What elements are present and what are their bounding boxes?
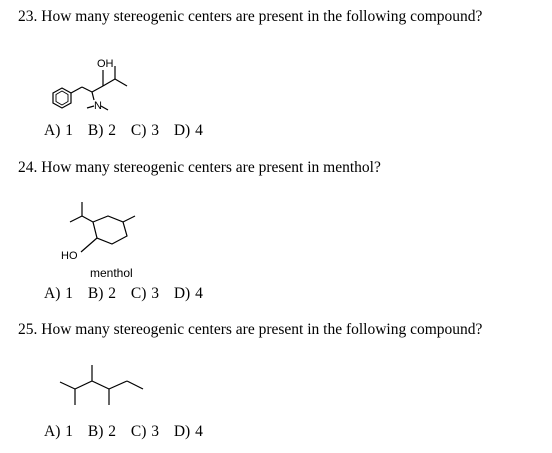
choice-a[interactable]: A) 1 — [44, 423, 73, 440]
question-number: 24. — [18, 159, 38, 176]
choice-d[interactable]: D) 4 — [173, 122, 203, 139]
menthol-structure — [55, 195, 155, 275]
answer-choices-24 — [44, 285, 213, 303]
choice-b[interactable]: B) 2 — [87, 423, 116, 440]
question-text: How many stereogenic centers are present in the following compound? — [41, 321, 483, 338]
question-text: How many stereogenic centers are present in menthol? — [41, 159, 381, 176]
choice-c[interactable]: C) 3 — [130, 423, 159, 440]
choice-d[interactable]: D) 4 — [173, 285, 203, 302]
question-23 — [18, 8, 482, 26]
question-25 — [18, 321, 482, 339]
menthol-caption: menthol — [90, 266, 133, 280]
question-number: 23. — [18, 8, 38, 25]
choice-a[interactable]: A) 1 — [44, 122, 73, 139]
choice-a[interactable]: A) 1 — [44, 285, 73, 302]
answer-choices-23 — [44, 122, 213, 140]
choice-b[interactable]: B) 2 — [87, 285, 116, 302]
compound-25-structure — [55, 360, 155, 415]
choice-d[interactable]: D) 4 — [173, 423, 203, 440]
question-24 — [18, 159, 381, 177]
choice-b[interactable]: B) 2 — [87, 122, 116, 139]
compound-23-structure — [45, 48, 195, 118]
ho-label: HO — [61, 250, 78, 262]
n-label: N — [94, 100, 102, 112]
choice-c[interactable]: C) 3 — [130, 122, 159, 139]
choice-c[interactable]: C) 3 — [130, 285, 159, 302]
answer-choices-25 — [44, 423, 213, 441]
question-text: How many stereogenic centers are present in the following compound? — [41, 8, 483, 25]
question-number: 25. — [18, 321, 38, 338]
oh-label: OH — [97, 58, 114, 70]
